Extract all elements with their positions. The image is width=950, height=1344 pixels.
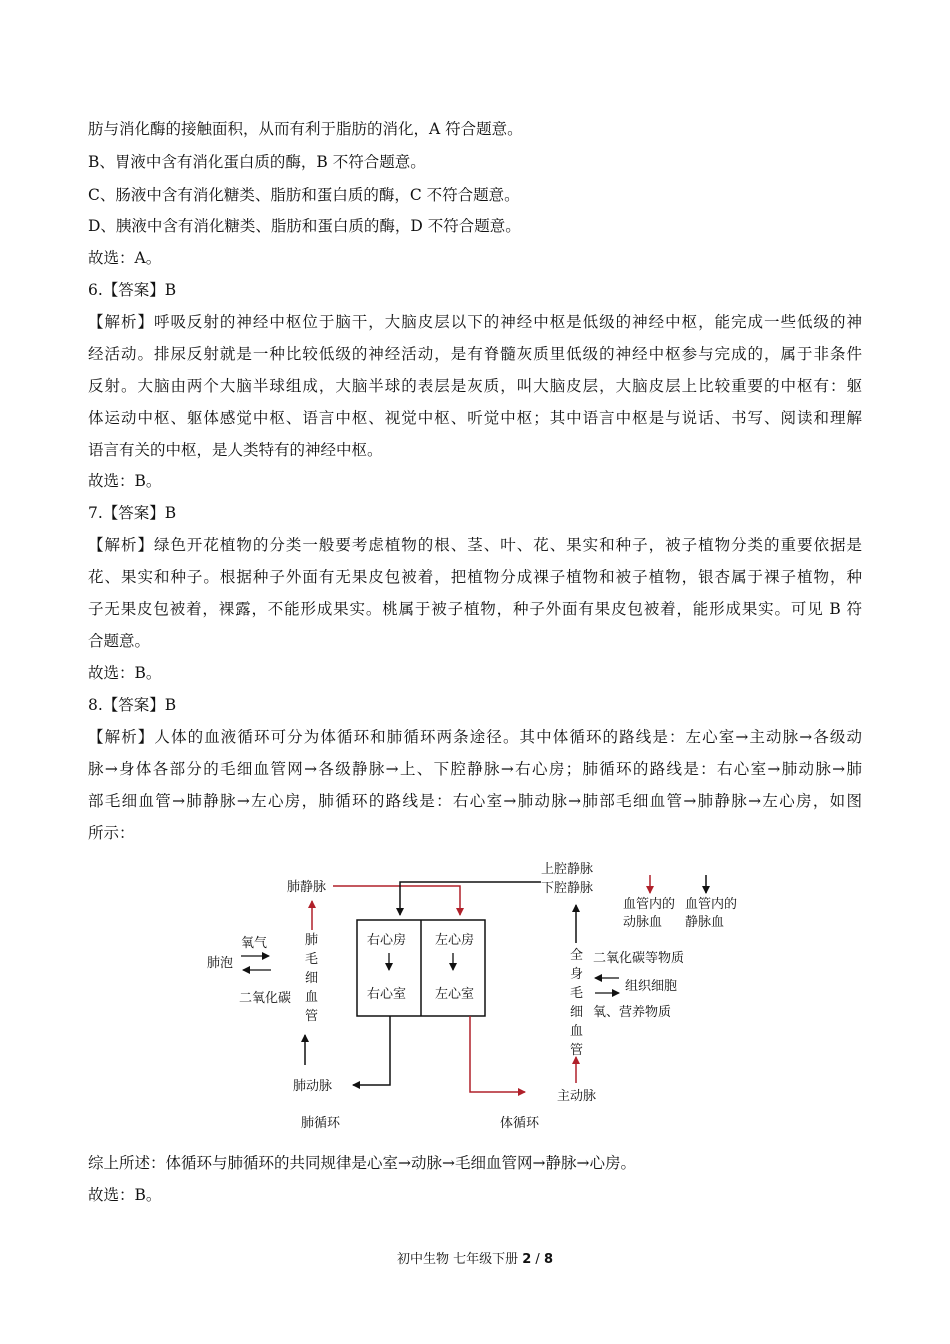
answer-heading: 8.【答案】B: [88, 696, 177, 714]
co2-label: 二氧化碳: [239, 991, 292, 1006]
lung-capillary-char: 管: [305, 1009, 319, 1024]
oxygen-nutrients-label: 氧、营养物质: [593, 1005, 672, 1020]
body-capillary-label: [570, 948, 583, 1058]
body-capillary-char: 血: [570, 1024, 584, 1039]
text-line: 肪与消化酶的接触面积，从而有利于脂肪的消化，A 符合题意。: [88, 120, 523, 138]
analysis-line: 脉→身体各部分的毛细血管网→各级静脉→上、下腔静脉→右心房；肺循环的路线是：右心室→肺动脉→肺: [88, 760, 862, 778]
page-footer: [0, 1248, 950, 1267]
pulmonary-artery-label: 肺动脉: [293, 1079, 333, 1094]
legend-arterial-line2: 动脉血: [623, 915, 663, 930]
oxygen-label: 氧气: [241, 936, 268, 951]
text-line: 故选：A。: [88, 249, 162, 267]
analysis-line: 部毛细血管→肺静脉→左心房，肺循环的路线是：右心室→肺动脉→肺部毛细血管→肺静脉→左心房，如图: [88, 792, 862, 810]
text-line: C、肠液中含有消化糖类、脂肪和蛋白质的酶，C 不符合题意。: [88, 186, 520, 204]
left-ventricle-label: 左心室: [435, 987, 475, 1002]
answer-heading: 6.【答案】B: [88, 281, 177, 299]
left-ventricle-to-aorta: [470, 1016, 525, 1092]
co2-etc-label: 二氧化碳等物质: [593, 951, 685, 966]
text-line: D、胰液中含有消化糖类、脂肪和蛋白质的酶，D 不符合题意。: [88, 217, 521, 235]
systemic-circulation-label: 体循环: [500, 1116, 540, 1131]
analysis-line: 反射。大脑由两个大脑半球组成，大脑半球的表层是灰质，叫大脑皮层，大脑皮层上比较重要的中枢有：躯: [88, 377, 862, 395]
page-separator: /: [531, 1252, 544, 1267]
text-line: 故选：B。: [88, 1186, 162, 1204]
body-capillary-char: 毛: [570, 986, 584, 1001]
tissue-cells-label: 组织细胞: [625, 979, 678, 994]
body-capillary-char: 全: [570, 948, 584, 963]
lung-capillary-char: 血: [305, 990, 319, 1005]
analysis-line: 【解析】呼吸反射的神经中枢位于脑干，大脑皮层以下的神经中枢是低级的神经中枢，能完成一些低级的神: [88, 313, 862, 331]
lung-capillary-char: 细: [305, 971, 319, 986]
right-ventricle-to-pulmonary-artery: [353, 1016, 390, 1085]
analysis-line: 语言有关的中枢，是人类特有的神经中枢。: [88, 441, 383, 459]
svc-label: 上腔静脉: [541, 862, 594, 877]
analysis-line: 【解析】绿色开花植物的分类一般要考虑植物的根、茎、叶、花、果实和种子，被子植物分类的重要依据是: [88, 536, 862, 554]
pulmonary-circulation-label: 肺循环: [301, 1116, 341, 1131]
body-capillary-char: 细: [570, 1005, 584, 1020]
legend-arterial-line1: 血管内的: [623, 897, 676, 912]
analysis-line: 子无果皮包被着，裸露，不能形成果实。桃属于被子植物，种子外面有果皮包被着，能形成果实。可见 B 符: [88, 600, 862, 618]
pulmonary-vein-to-left-atrium: [333, 886, 460, 915]
right-ventricle-label: 右心室: [367, 987, 407, 1002]
analysis-line: 经活动。排尿反射就是一种比较低级的神经活动，是有脊髓灰质里低级的神经中枢参与完成的，属于非条件: [88, 345, 862, 363]
analysis-line: 花、果实和种子。根据种子外面有无果皮包被着，把植物分成裸子植物和被子植物，银杏属于裸子植物，种: [88, 568, 862, 586]
page-number: 2: [522, 1252, 532, 1267]
analysis-line: 所示：: [88, 824, 135, 842]
alveoli-label: 肺泡: [207, 956, 234, 971]
legend-venous-line1: 血管内的: [685, 897, 738, 912]
summary-line: 综上所述：体循环与肺循环的共同规律是心室→动脉→毛细血管网→静脉→心房。: [88, 1154, 636, 1172]
body-capillary-char: 身: [570, 967, 584, 982]
blood-circulation-diagram: [195, 855, 755, 1145]
pulmonary-vein-label: 肺静脉: [287, 880, 327, 895]
lung-capillary-char: 肺: [305, 933, 319, 948]
aorta-label: 主动脉: [557, 1089, 597, 1104]
ivc-label: 下腔静脉: [541, 881, 594, 896]
body-capillary-char: 管: [570, 1043, 584, 1058]
answer-heading: 7.【答案】B: [88, 504, 177, 522]
text-line: 故选：B。: [88, 664, 162, 682]
lung-capillary-char: 毛: [305, 952, 319, 967]
footer-subject: 初中生物 七年级下册: [396, 1252, 523, 1267]
left-atrium-label: 左心房: [435, 933, 475, 948]
page-total: 8: [543, 1252, 553, 1267]
text-line: B、胃液中含有消化蛋白质的酶，B 不符合题意。: [88, 153, 426, 171]
analysis-line: 合题意。: [88, 632, 151, 650]
lung-capillary-label: [305, 932, 318, 1024]
analysis-line: 体运动中枢、躯体感觉中枢、语言中枢、视觉中枢、听觉中枢；其中语言中枢是与说话、书写、阅读和理解: [88, 409, 862, 427]
legend-venous-line2: 静脉血: [685, 915, 725, 930]
vena-cava-to-right-atrium: [400, 882, 541, 915]
right-atrium-label: 右心房: [367, 933, 407, 948]
text-line: 故选：B。: [88, 472, 162, 490]
analysis-line: 【解析】人体的血液循环可分为体循环和肺循环两条途径。其中体循环的路线是：左心室→主动脉→各级动: [88, 728, 862, 746]
